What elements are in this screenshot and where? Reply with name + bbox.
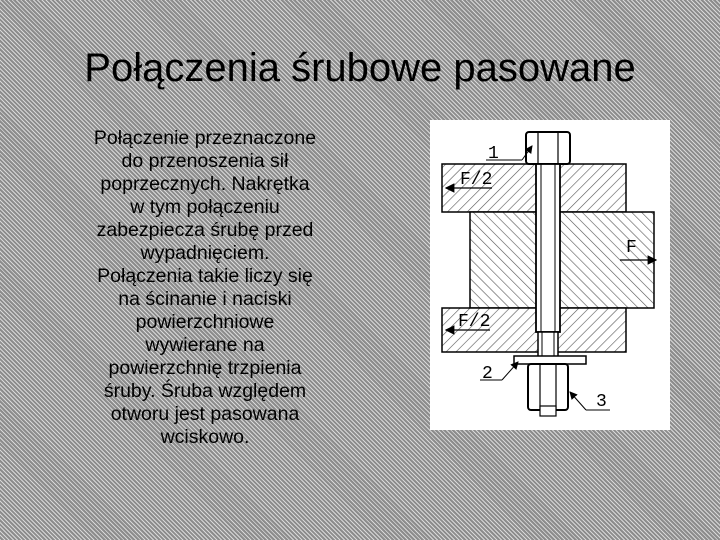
body-line: zabezpiecza śrubę przed bbox=[96, 219, 314, 241]
nut bbox=[528, 364, 568, 410]
label-part-2: 2 bbox=[482, 364, 493, 384]
body-line: powierzchniowe bbox=[135, 311, 275, 333]
body-line: w tym połączeniu bbox=[130, 196, 280, 218]
body-line: wciskowo. bbox=[160, 426, 250, 448]
body-line: Połączenia takie liczy się bbox=[97, 265, 313, 287]
body-line: wypadnięciem. bbox=[140, 242, 270, 264]
body-line: Połączenie przeznaczone bbox=[93, 127, 317, 149]
bolt-head bbox=[526, 132, 570, 164]
label-part-1: 1 bbox=[488, 144, 499, 164]
label-force-bottom: F/2 bbox=[458, 312, 491, 332]
bolt-joint-drawing bbox=[430, 120, 670, 430]
body-line: poprzecznych. Nakrętka bbox=[100, 173, 310, 195]
body-line: na ścinanie i naciski bbox=[118, 288, 292, 310]
body-line: śruby. Śruba względem bbox=[103, 380, 307, 402]
washer bbox=[514, 356, 586, 364]
bolt-shank bbox=[536, 164, 560, 332]
body-text bbox=[60, 127, 350, 449]
bolt-thread bbox=[538, 332, 558, 358]
label-force-top: F/2 bbox=[460, 170, 493, 190]
body-line: powierzchnię trzpienia bbox=[108, 357, 302, 379]
body-line: do przenoszenia sił bbox=[121, 150, 289, 172]
label-force-mid: F bbox=[626, 238, 637, 258]
label-part-3: 3 bbox=[596, 392, 607, 412]
body-line: wywierane na bbox=[145, 334, 265, 356]
slide-title: Połączenia śrubowe pasowane bbox=[84, 46, 636, 90]
body-line: otworu jest pasowana bbox=[110, 403, 300, 425]
